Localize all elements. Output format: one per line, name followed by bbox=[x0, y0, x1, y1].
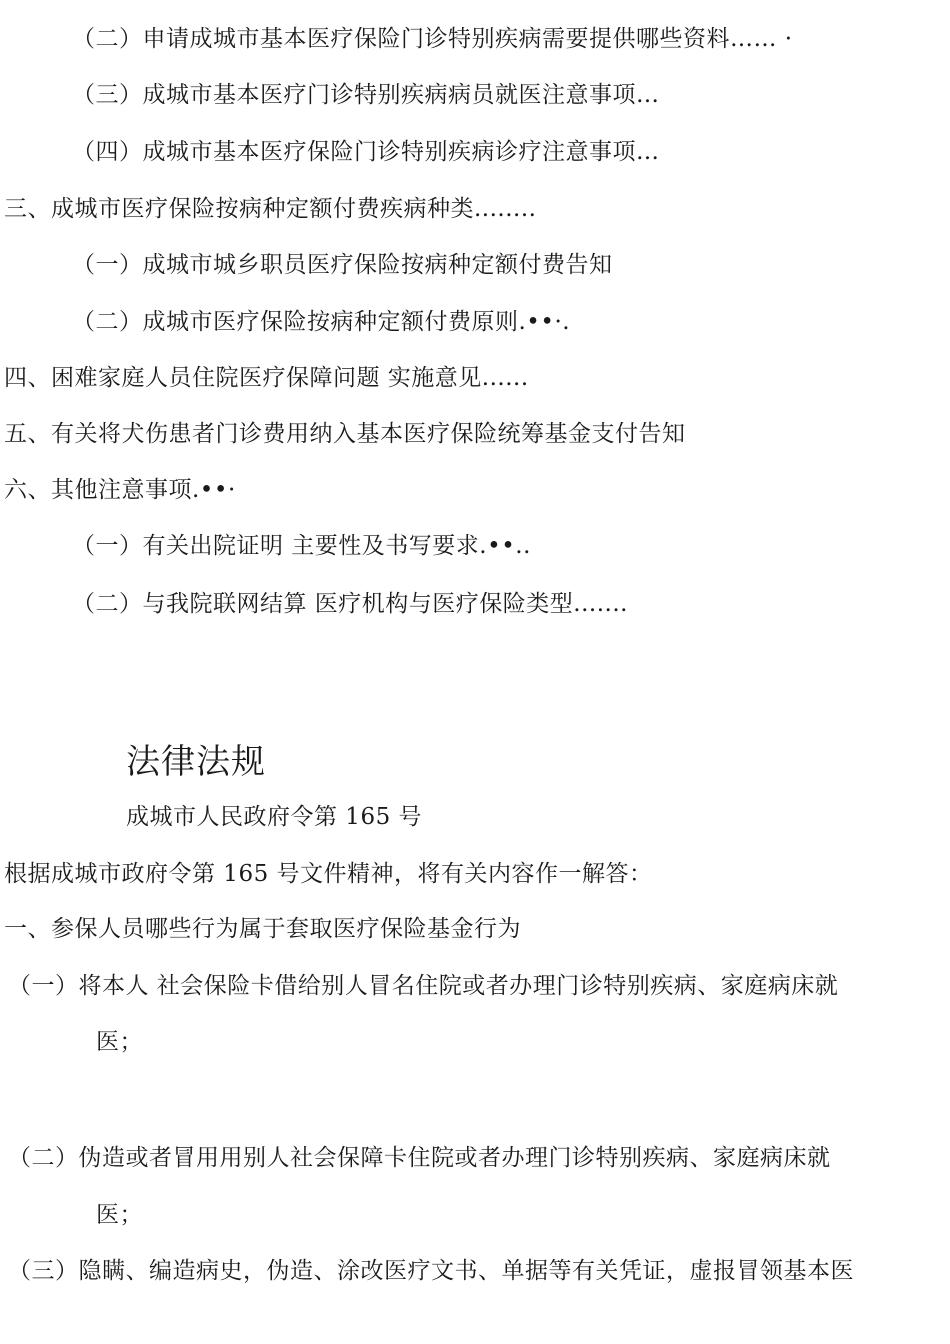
question-1-item-2: （二）伪造或者冒用用别人社会保障卡住院或者办理门诊特别疾病、家庭病床就 bbox=[8, 1145, 831, 1171]
toc-item-6: 六、其他注意事项.••· bbox=[4, 477, 236, 503]
question-1-item-1-continued: 医； bbox=[96, 1029, 143, 1055]
toc-item-3: 三、成城市医疗保险按病种定额付费疾病种类........ bbox=[4, 196, 537, 222]
toc-item-3-1: （一）成城市城乡职员医疗保险按病种定额付费告知 bbox=[72, 252, 613, 278]
intro-paragraph: 根据成城市政府令第 165 号文件精神，将有关内容作一解答： bbox=[4, 861, 653, 887]
toc-item-4: 四、困难家庭人员住院医疗保障问题 实施意见...... bbox=[4, 365, 529, 391]
toc-item-2-4: （四）成城市基本医疗保险门诊特别疾病诊疗注意事项… bbox=[72, 139, 660, 165]
toc-item-3-2: （二）成城市医疗保险按病种定额付费原则.••·. bbox=[72, 309, 571, 335]
toc-item-2-2: （二）申请成城市基本医疗保险门诊特别疾病需要提供哪些资料…… · bbox=[72, 26, 793, 52]
toc-item-5: 五、有关将犬伤患者门诊费用纳入基本医疗保险统筹基金支付告知 bbox=[4, 421, 686, 447]
question-1-item-2-continued: 医； bbox=[96, 1202, 143, 1228]
toc-item-2-3: （三）成城市基本医疗门诊特别疾病病员就医注意事项… bbox=[72, 82, 660, 108]
decree-number: 成城市人民政府令第 165 号 bbox=[126, 804, 423, 830]
question-1-item-1: （一）将本人 社会保险卡借给别人冒名住院或者办理门诊特别疾病、家庭病床就 bbox=[8, 973, 839, 999]
toc-item-6-1: （一）有关出院证明 主要性及书写要求.••.. bbox=[72, 533, 531, 559]
question-1-item-3: （三）隐瞒、编造病史，伪造、涂改医疗文书、单据等有关凭证，虚报冒领基本医 bbox=[8, 1258, 854, 1284]
question-1-heading: 一、参保人员哪些行为属于套取医疗保险基金行为 bbox=[4, 916, 521, 942]
section-title: 法律法规 bbox=[126, 742, 266, 782]
toc-item-6-2: （二）与我院联网结算 医疗机构与医疗保险类型....... bbox=[72, 591, 628, 617]
